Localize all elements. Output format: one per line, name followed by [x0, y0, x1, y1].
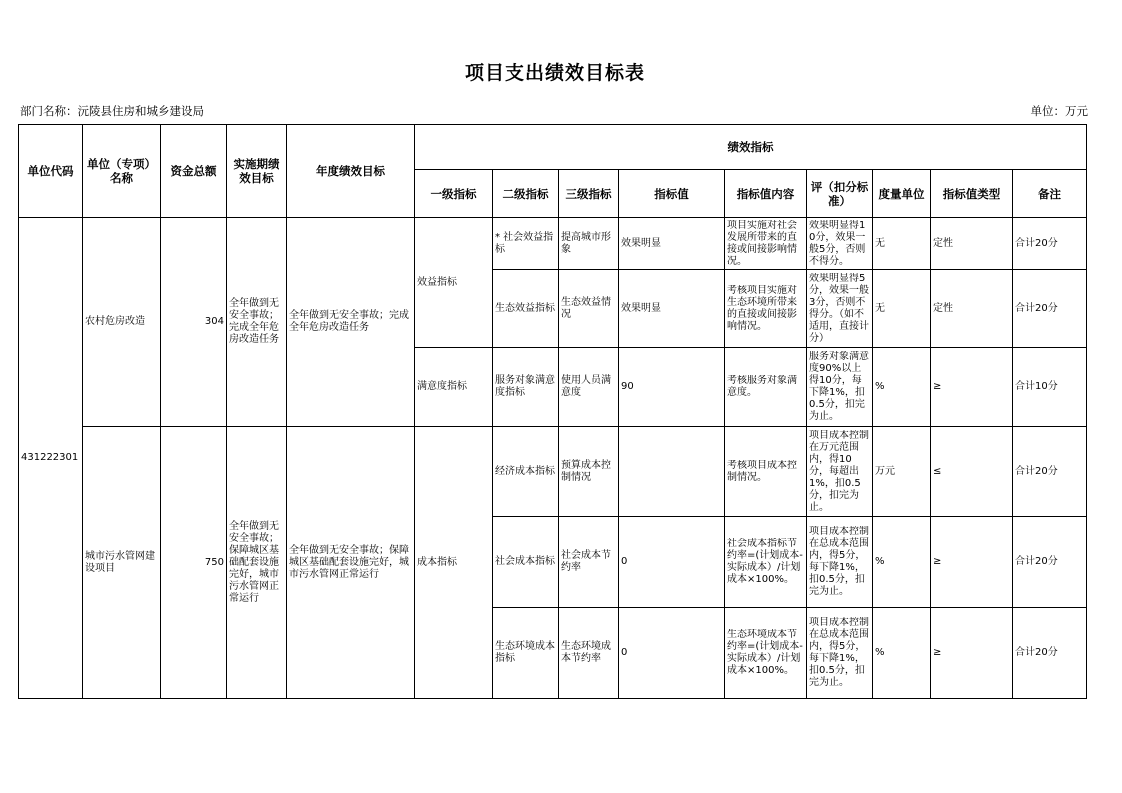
header-scoring: 评（扣分标准）	[807, 170, 873, 218]
header-level2: 二级指标	[493, 170, 559, 218]
header-remark: 备注	[1013, 170, 1087, 218]
scoring-text: 效果明显得10分，效果一般5分，否则不得分。	[809, 219, 866, 267]
funds-cell: 750	[161, 427, 227, 699]
level3-cell: 生态环境成本节约率	[559, 608, 619, 699]
level2-cell: * 社会效益指标	[493, 218, 559, 270]
value-type-cell: ≥	[931, 348, 1013, 427]
level3-cell: 社会成本节约率	[559, 517, 619, 608]
value-cell: 效果明显	[619, 270, 725, 348]
period-goal-cell: 全年做到无安全事故；保障城区基础配套设施完好，城市污水管网正常运行	[227, 427, 287, 699]
level2-cell: 经济成本指标	[493, 427, 559, 517]
content-text: 项目实施对社会发展所带来的直接或间接影响情况。	[727, 219, 797, 267]
scoring-cell	[807, 517, 873, 608]
value-type-cell: 定性	[931, 218, 1013, 270]
level3-cell: 提高城市形象	[559, 218, 619, 270]
scoring-text: 效果明显得5分，效果一般3分，否则不得分。（如不适用，直接计分）	[809, 272, 869, 344]
measure-unit-cell: 无	[873, 218, 931, 270]
header-unit-code: 单位代码	[19, 125, 83, 218]
scoring-text: 项目成本控制在总成本范围内，得5分，每下降1%，扣0.5分，扣完为止。	[809, 526, 869, 597]
level1-cell: 效益指标	[415, 218, 493, 348]
table-row	[19, 218, 1087, 270]
scoring-cell	[807, 608, 873, 699]
content-cell	[725, 608, 807, 699]
remark-cell: 合计20分	[1013, 270, 1087, 348]
header-content: 指标值内容	[725, 170, 807, 218]
value-type-cell: ≥	[931, 608, 1013, 699]
level2-cell: 社会成本指标	[493, 517, 559, 608]
period-goal-cell: 全年做到无安全事故；完成全年危房改造任务	[227, 218, 287, 427]
project-name-cell: 农村危房改造	[83, 218, 161, 427]
content-cell	[725, 270, 807, 348]
measure-unit-cell: %	[873, 517, 931, 608]
level2-cell: 生态环境成本指标	[493, 608, 559, 699]
header-indicators: 绩效指标	[415, 125, 1087, 170]
scoring-text: 服务对象满意度90%以上得10分，每下降1%，扣0.5分，扣完为止。	[809, 351, 869, 422]
scoring-text: 项目成本控制在总成本范围内，得5分，每下降1%，扣0.5分，扣完为止。	[809, 617, 869, 688]
department-name: 部门名称：沅陵县住房和城乡建设局	[20, 104, 204, 118]
content-text: 生态环境成本节约率=(计划成本-实际成本）/计划成本×100%。	[727, 629, 803, 676]
content-cell	[725, 517, 807, 608]
header-project-name: 单位（专项）名称	[83, 125, 161, 218]
unit-label: 单位：万元	[1030, 104, 1088, 118]
header-level3: 三级指标	[559, 170, 619, 218]
header-measure-unit: 度量单位	[873, 170, 931, 218]
page-title: 项目支出绩效目标表	[464, 62, 645, 84]
annual-goal-cell: 全年做到无安全事故；完成全年危房改造任务	[287, 218, 415, 427]
remark-cell: 合计20分	[1013, 427, 1087, 517]
header-value-type: 指标值类型	[931, 170, 1013, 218]
value-cell: 0	[619, 517, 725, 608]
level2-cell: 服务对象满意度指标	[493, 348, 559, 427]
header-annual-goal: 年度绩效目标	[287, 125, 415, 218]
value-type-cell: ≤	[931, 427, 1013, 517]
level1-cell: 满意度指标	[415, 348, 493, 427]
content-cell	[725, 218, 807, 270]
content-text: 考核项目实施对生态环境所带来的直接或间接影响情况。	[727, 284, 797, 332]
level3-cell: 预算成本控制情况	[559, 427, 619, 517]
header-level1: 一级指标	[415, 170, 493, 218]
remark-cell: 合计20分	[1013, 608, 1087, 699]
project-name-cell: 城市污水管网建设项目	[83, 427, 161, 699]
scoring-cell	[807, 218, 873, 270]
unit-code-cell: 431222301	[19, 218, 83, 699]
content-text: 考核服务对象满意度。	[727, 375, 797, 398]
header-period-goal: 实施期绩效目标	[227, 125, 287, 218]
scoring-cell	[807, 270, 873, 348]
table-row	[19, 427, 1087, 517]
value-cell: 效果明显	[619, 218, 725, 270]
content-text: 社会成本指标节约率=(计划成本-实际成本）/计划成本×100%。	[727, 538, 803, 585]
content-cell	[725, 348, 807, 427]
remark-cell: 合计20分	[1013, 218, 1087, 270]
scoring-cell	[807, 348, 873, 427]
value-type-cell: 定性	[931, 270, 1013, 348]
scoring-text: 项目成本控制在万元范围内，得10分，每超出1%，扣0.5分，扣完为止。	[809, 429, 869, 513]
measure-unit-cell: 无	[873, 270, 931, 348]
level2-cell: 生态效益指标	[493, 270, 559, 348]
value-cell: 0	[619, 608, 725, 699]
remark-cell: 合计20分	[1013, 517, 1087, 608]
content-text: 考核项目成本控制情况。	[727, 459, 797, 483]
header-total-funds: 资金总额	[161, 125, 227, 218]
annual-goal-cell: 全年做到无安全事故；保障城区基础配套设施完好，城市污水管网正常运行	[287, 427, 415, 699]
level1-cell: 成本指标	[415, 427, 493, 699]
value-cell: 90	[619, 348, 725, 427]
scoring-cell	[807, 427, 873, 517]
header-value: 指标值	[619, 170, 725, 218]
level3-cell: 生态效益情况	[559, 270, 619, 348]
performance-table	[18, 124, 1087, 699]
measure-unit-cell: %	[873, 608, 931, 699]
value-cell	[619, 427, 725, 517]
value-type-cell: ≥	[931, 517, 1013, 608]
measure-unit-cell: 万元	[873, 427, 931, 517]
remark-cell: 合计10分	[1013, 348, 1087, 427]
measure-unit-cell: %	[873, 348, 931, 427]
funds-cell: 304	[161, 218, 227, 427]
content-cell	[725, 427, 807, 517]
level3-cell: 使用人员满意度	[559, 348, 619, 427]
